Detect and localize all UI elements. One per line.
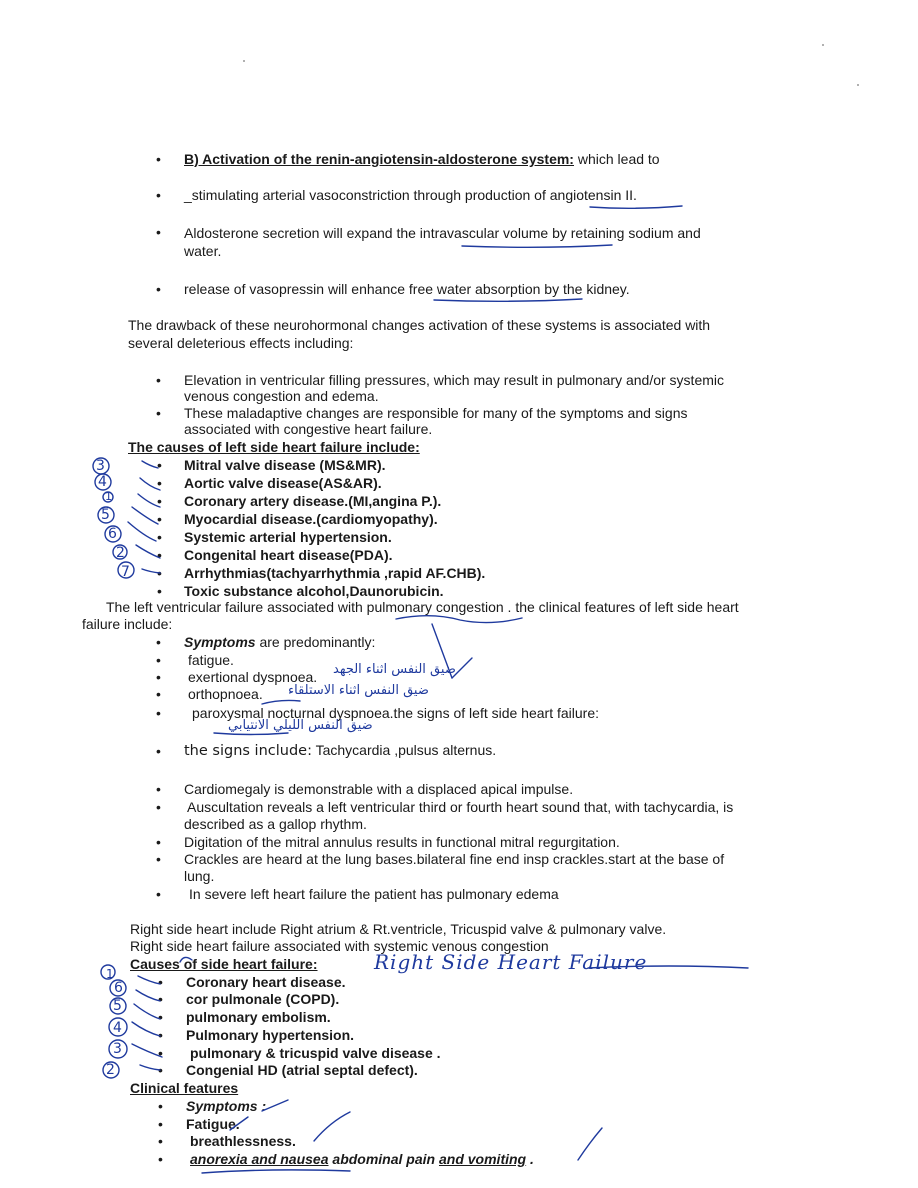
section-b-bullet-3: release of vasopressin will enhance free water absorption by the kidney. xyxy=(184,281,630,297)
tick-mark xyxy=(314,1112,350,1141)
left-cause-item: Mitral valve disease (MS&MR). xyxy=(184,457,386,473)
margin-number: 5 xyxy=(101,507,110,523)
margin-number: 2 xyxy=(116,545,125,561)
symptoms-lead: Symptoms xyxy=(184,634,256,650)
left-cause-item: Systemic arterial hypertension. xyxy=(184,529,392,545)
bullet: • xyxy=(157,493,162,509)
clinical-item: breathlessness. xyxy=(190,1133,296,1149)
arabic-note: ضيق النفس اثناء الجهد xyxy=(333,662,456,677)
right-cause-item: pulmonary & tricuspid valve disease . xyxy=(190,1045,441,1061)
clinical-last-u1: anorexia and nausea xyxy=(190,1151,329,1167)
sign-item-cont: described as a gallop rhythm. xyxy=(184,816,367,832)
scan-speck xyxy=(857,84,859,86)
checkmark xyxy=(140,1065,160,1070)
bullet: • xyxy=(156,151,161,167)
bullet: • xyxy=(156,781,161,797)
bullet: • xyxy=(157,475,162,491)
handwritten-heading: Right Side Heart Failure xyxy=(374,950,648,974)
bullet: • xyxy=(156,886,161,902)
right-cause-item: Coronary heart disease. xyxy=(186,974,346,990)
section-b-bullet-2: Aldosterone secretion will expand the intravascular volume by retaining sodium and xyxy=(184,225,701,241)
arabic-note: ضيق النفس الليلي الانتيابي xyxy=(228,718,373,733)
symptoms-line xyxy=(184,634,375,651)
section-b-bullet-2-cont: water. xyxy=(184,243,222,259)
drawback-bullet-2: These maladaptive changes are responsible for many of the symptoms and signs xyxy=(184,405,688,421)
right-cause-item: pulmonary embolism. xyxy=(186,1009,331,1025)
bullet: • xyxy=(157,457,162,473)
left-cause-item: Aortic valve disease(AS&AR). xyxy=(184,475,382,491)
symptom-item: fatigue. xyxy=(188,652,234,668)
margin-number: 2 xyxy=(106,1062,115,1078)
bullet: • xyxy=(158,1062,163,1078)
symptom-item: paroxysmal nocturnal dyspnoea.the signs of left side heart failure: xyxy=(192,705,600,721)
note-underline xyxy=(214,733,288,735)
clinical-last-u2: and vomiting xyxy=(438,1151,527,1167)
right-line-1: Right side heart include Right atrium & Rt.ventricle, Tricuspid valve & pulmonary valve. xyxy=(130,921,667,937)
left-cause-item: Congenital heart disease(PDA). xyxy=(184,547,393,563)
bullet: • xyxy=(156,187,161,203)
arabic-note: ضيق النفس اثناء الاستلقاء xyxy=(288,683,429,698)
section-b-heading: B) Activation of the renin-angiotensin-aldosterone system: xyxy=(184,151,574,167)
underline-anorexia xyxy=(202,1170,350,1173)
margin-number: 1 xyxy=(106,967,114,981)
checkmark xyxy=(134,1004,160,1019)
section-b-bullet-1: _stimulating arterial vasoconstriction through production of angiotensin II. xyxy=(184,187,637,203)
clinical-last-end: . xyxy=(526,1151,534,1167)
bullet: • xyxy=(158,1116,163,1132)
margin-number: 3 xyxy=(113,1041,122,1057)
bullet: • xyxy=(156,224,161,240)
left-features-intro-1: The left ventricular failure associated with pulmonary congestion . the clinical features of left side heart xyxy=(106,599,739,615)
clinical-heading: Clinical features xyxy=(130,1080,239,1096)
bullet: • xyxy=(156,669,161,685)
bullet: • xyxy=(156,686,161,702)
checkmark xyxy=(142,461,158,468)
signs-line xyxy=(184,742,496,760)
bullet: • xyxy=(157,547,162,563)
sign-item: In severe left heart failure the patient has pulmonary edema xyxy=(189,886,559,902)
bullet: • xyxy=(158,1133,163,1149)
underline-free-water xyxy=(434,299,582,301)
bullet: • xyxy=(156,405,161,421)
underline-angiotensin xyxy=(590,206,682,208)
clinical-item: Fatigue. xyxy=(186,1116,240,1132)
bullet: • xyxy=(156,799,161,815)
left-causes-heading: The causes of left side heart failure include: xyxy=(128,439,420,455)
bullet: • xyxy=(157,565,162,581)
checkmark xyxy=(128,522,156,541)
bullet: • xyxy=(158,1027,163,1043)
bullet: • xyxy=(156,652,161,668)
bullet: • xyxy=(158,974,163,990)
bullet: • xyxy=(156,834,161,850)
margin-number: 3 xyxy=(96,458,105,474)
left-cause-item: Arrhythmias(tachyarrhythmia ,rapid AF.CHB). xyxy=(184,565,486,581)
scan-speck xyxy=(822,44,824,46)
sign-item: Digitation of the mitral annulus results in functional mitral regurgitation. xyxy=(184,834,620,850)
wavy-underline xyxy=(396,616,522,623)
scan-speck xyxy=(243,60,245,62)
symptoms-tail: are predominantly: xyxy=(255,634,376,650)
margin-number: 7 xyxy=(121,564,130,580)
bullet: • xyxy=(157,511,162,527)
bullet: • xyxy=(156,634,161,650)
bullet: • xyxy=(158,1098,163,1114)
bullet: • xyxy=(157,583,162,599)
sign-item: Crackles are heard at the lung bases.bilateral fine end insp crackles.start at the base of xyxy=(184,851,725,867)
left-cause-item: Toxic substance alcohol,Daunorubicin. xyxy=(184,583,444,599)
margin-number: 6 xyxy=(114,980,123,996)
margin-number: 5 xyxy=(113,998,122,1014)
bullet: • xyxy=(157,529,162,545)
signs-tail: Tachycardia ,pulsus alternus. xyxy=(311,742,497,758)
margin-number: 6 xyxy=(108,526,117,542)
bullet: • xyxy=(158,1045,163,1061)
right-cause-item: Pulmonary hypertension. xyxy=(186,1027,355,1043)
signs-lead: the signs include: xyxy=(184,743,312,759)
bullet: • xyxy=(156,705,161,721)
right-cause-item: Congenial HD (atrial septal defect). xyxy=(186,1062,418,1078)
tick-mark xyxy=(578,1128,602,1160)
right-causes-heading: Causes of side heart failure: xyxy=(130,956,318,972)
drawback-bullet-1-cont: venous congestion and edema. xyxy=(184,388,379,404)
checkmark xyxy=(132,1022,160,1036)
drawback-line-2: several deleterious effects including: xyxy=(128,335,354,351)
margin-number: 4 xyxy=(98,474,107,490)
bullet: • xyxy=(158,991,163,1007)
checkmark xyxy=(136,990,160,1001)
bullet: • xyxy=(156,743,161,759)
clinical-last-line xyxy=(190,1151,534,1168)
checkmark xyxy=(132,507,158,524)
bullet: • xyxy=(156,372,161,388)
clinical-item: Symptoms : xyxy=(186,1098,267,1114)
symptom-item: orthopnoea. xyxy=(188,686,263,702)
margin-number: 4 xyxy=(113,1020,122,1036)
section-b-heading-tail: which lead to xyxy=(573,151,660,167)
sign-item: Auscultation reveals a left ventricular third or fourth heart sound that, with tachycardia, is xyxy=(187,799,734,815)
drawback-bullet-2-cont: associated with congestive heart failure. xyxy=(184,421,433,437)
symptom-item: exertional dyspnoea. xyxy=(188,669,318,685)
underline-intravascular xyxy=(462,245,612,247)
bullet: • xyxy=(156,281,161,297)
clinical-last-mid: abdominal pain xyxy=(328,1151,439,1167)
checkmark xyxy=(138,976,160,984)
sign-item-cont: lung. xyxy=(184,868,215,884)
margin-number: 1 xyxy=(105,490,112,503)
drawback-bullet-1: Elevation in ventricular filling pressures, which may result in pulmonary and/or systemic xyxy=(184,372,724,388)
right-cause-item: cor pulmonale (COPD). xyxy=(186,991,340,1007)
left-cause-item: Coronary artery disease.(MI,angina P.). xyxy=(184,493,442,509)
bullet: • xyxy=(158,1151,163,1167)
section-b-line xyxy=(184,151,660,168)
drawback-line-1: The drawback of these neurohormonal changes activation of these systems is associated with xyxy=(128,317,711,333)
bullet: • xyxy=(158,1009,163,1025)
bullet: • xyxy=(156,851,161,867)
note-underline xyxy=(262,700,300,704)
left-features-intro-2: failure include: xyxy=(82,616,173,632)
right-line-2: Right side heart failure associated with systemic venous congestion xyxy=(130,938,549,954)
sign-item: Cardiomegaly is demonstrable with a displaced apical impulse. xyxy=(184,781,574,797)
left-cause-item: Myocardial disease.(cardiomyopathy). xyxy=(184,511,438,527)
